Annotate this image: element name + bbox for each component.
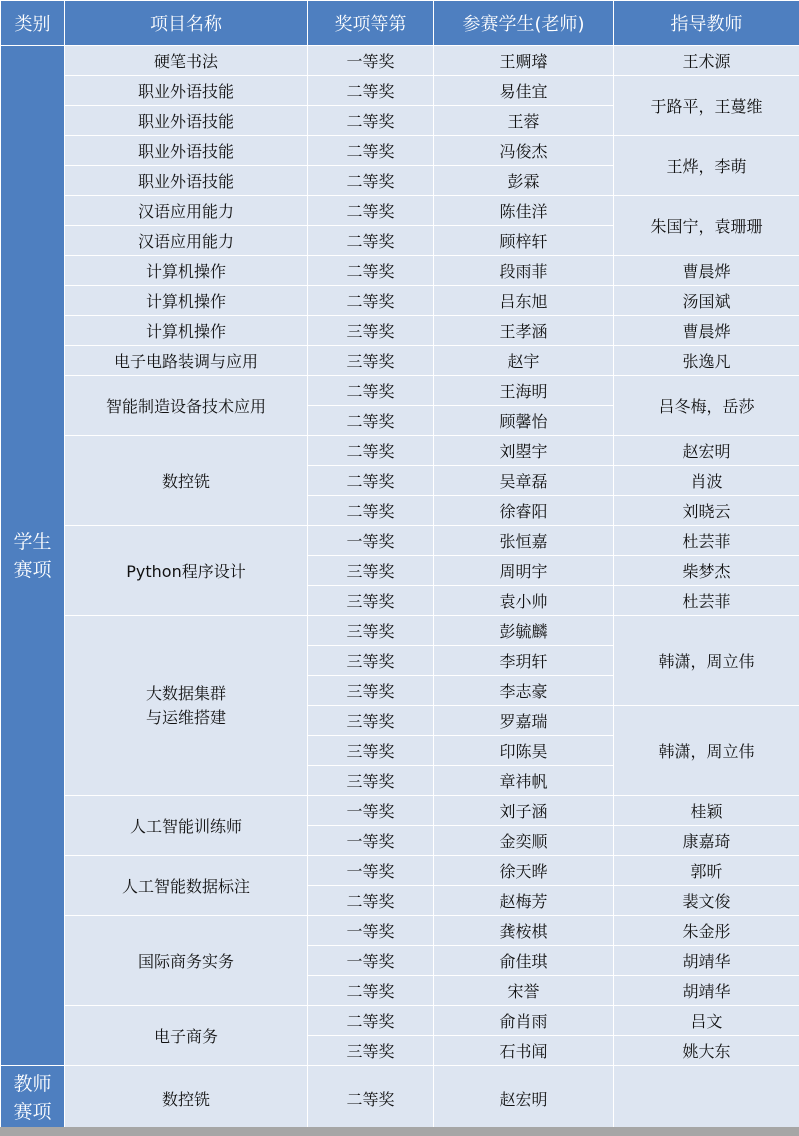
award-cell: 三等奖 [308, 676, 434, 706]
header-award: 奖项等第 [308, 1, 434, 46]
teacher-cell: 郭昕 [614, 856, 799, 886]
teacher-cell: 吕冬梅，岳莎 [614, 376, 799, 436]
student-cell: 王孝涵 [434, 316, 614, 346]
award-cell: 一等奖 [308, 946, 434, 976]
table-row [1, 1066, 799, 1131]
project-cell: 人工智能数据标注 [65, 856, 308, 916]
award-cell: 三等奖 [308, 646, 434, 676]
table-row [1, 316, 799, 346]
student-cell: 王蓉 [434, 106, 614, 136]
project-cell: 大数据集群 与运维搭建 [65, 616, 308, 796]
award-cell: 一等奖 [308, 856, 434, 886]
student-cell: 张恒嘉 [434, 526, 614, 556]
award-cell: 二等奖 [308, 886, 434, 916]
project-cell: 智能制造设备技术应用 [65, 376, 308, 436]
student-cell: 陈佳洋 [434, 196, 614, 226]
student-cell: 俞肖雨 [434, 1006, 614, 1036]
teacher-cell: 裴文俊 [614, 886, 799, 916]
award-cell: 三等奖 [308, 586, 434, 616]
award-cell: 三等奖 [308, 706, 434, 736]
category-student: 学生 赛项 [1, 46, 65, 1066]
student-cell: 龚桉棋 [434, 916, 614, 946]
project-cell: 国际商务实务 [65, 916, 308, 1006]
teacher-cell: 刘晓云 [614, 496, 799, 526]
teacher-cell: 胡靖华 [614, 976, 799, 1006]
table-row [1, 286, 799, 316]
student-cell: 石书闻 [434, 1036, 614, 1066]
award-cell: 一等奖 [308, 46, 434, 76]
table-row [1, 46, 799, 76]
award-cell: 二等奖 [308, 406, 434, 436]
category-teacher: 教师 赛项 [1, 1066, 65, 1131]
student-cell: 顾馨怡 [434, 406, 614, 436]
header-project: 项目名称 [65, 1, 308, 46]
table-row [1, 616, 799, 646]
teacher-cell: 张逸凡 [614, 346, 799, 376]
project-cell: 职业外语技能 [65, 76, 308, 106]
teacher-cell: 朱国宁，袁珊珊 [614, 196, 799, 256]
student-cell: 罗嘉瑞 [434, 706, 614, 736]
teacher-cell: 柴梦杰 [614, 556, 799, 586]
award-cell: 三等奖 [308, 1036, 434, 1066]
student-cell: 彭毓麟 [434, 616, 614, 646]
student-cell: 赵宏明 [434, 1066, 614, 1131]
student-cell: 赵宇 [434, 346, 614, 376]
project-cell: 数控铣 [65, 436, 308, 526]
project-cell: 职业外语技能 [65, 166, 308, 196]
student-cell: 徐睿阳 [434, 496, 614, 526]
student-cell: 刘子涵 [434, 796, 614, 826]
teacher-cell: 杜芸菲 [614, 526, 799, 556]
teacher-cell: 曹晨烨 [614, 316, 799, 346]
teacher-cell: 于路平，王蔓维 [614, 76, 799, 136]
project-cell: 汉语应用能力 [65, 196, 308, 226]
teacher-cell: 肖波 [614, 466, 799, 496]
student-cell: 吴章磊 [434, 466, 614, 496]
award-cell: 二等奖 [308, 106, 434, 136]
project-cell: 人工智能训练师 [65, 796, 308, 856]
table-row [1, 526, 799, 556]
award-cell: 二等奖 [308, 1066, 434, 1131]
award-cell: 二等奖 [308, 496, 434, 526]
table-row [1, 346, 799, 376]
award-cell: 一等奖 [308, 826, 434, 856]
table-row [1, 436, 799, 466]
teacher-cell: 韩潇，周立伟 [614, 706, 799, 796]
award-cell: 二等奖 [308, 76, 434, 106]
award-cell: 二等奖 [308, 226, 434, 256]
student-cell: 赵梅芳 [434, 886, 614, 916]
student-cell: 李志豪 [434, 676, 614, 706]
student-cell: 顾梓轩 [434, 226, 614, 256]
table-row [1, 1006, 799, 1036]
teacher-cell: 赵宏明 [614, 436, 799, 466]
teacher-cell: 汤国斌 [614, 286, 799, 316]
header-row [1, 1, 799, 46]
award-cell: 二等奖 [308, 286, 434, 316]
student-cell: 段雨菲 [434, 256, 614, 286]
award-cell: 二等奖 [308, 256, 434, 286]
project-cell: 计算机操作 [65, 286, 308, 316]
project-cell: Python程序设计 [65, 526, 308, 616]
award-cell: 二等奖 [308, 136, 434, 166]
teacher-cell: 王烨，李萌 [614, 136, 799, 196]
teacher-cell [614, 1066, 799, 1131]
student-cell: 王海明 [434, 376, 614, 406]
student-cell: 徐天晔 [434, 856, 614, 886]
award-cell: 二等奖 [308, 376, 434, 406]
student-cell: 吕东旭 [434, 286, 614, 316]
student-cell: 彭霖 [434, 166, 614, 196]
project-cell: 电子商务 [65, 1006, 308, 1066]
award-cell: 二等奖 [308, 196, 434, 226]
table-row [1, 256, 799, 286]
student-cell: 李玥轩 [434, 646, 614, 676]
award-cell: 三等奖 [308, 346, 434, 376]
teacher-cell: 姚大东 [614, 1036, 799, 1066]
award-cell: 二等奖 [308, 436, 434, 466]
header-category: 类别 [1, 1, 65, 46]
project-cell: 计算机操作 [65, 256, 308, 286]
project-cell: 硬笔书法 [65, 46, 308, 76]
teacher-cell: 吕文 [614, 1006, 799, 1036]
student-cell: 冯俊杰 [434, 136, 614, 166]
teacher-cell: 胡靖华 [614, 946, 799, 976]
teacher-cell: 朱金彤 [614, 916, 799, 946]
student-cell: 俞佳琪 [434, 946, 614, 976]
table-row [1, 136, 799, 166]
table-row [1, 856, 799, 886]
student-cell: 章祎帆 [434, 766, 614, 796]
award-cell: 一等奖 [308, 916, 434, 946]
award-cell: 三等奖 [308, 766, 434, 796]
student-cell: 袁小帅 [434, 586, 614, 616]
student-cell: 周明宇 [434, 556, 614, 586]
student-cell: 金奕顺 [434, 826, 614, 856]
award-cell: 一等奖 [308, 526, 434, 556]
award-cell: 二等奖 [308, 1006, 434, 1036]
bottom-border-bar [0, 1127, 799, 1136]
award-cell: 三等奖 [308, 316, 434, 346]
award-cell: 一等奖 [308, 796, 434, 826]
award-cell: 二等奖 [308, 166, 434, 196]
student-cell: 易佳宜 [434, 76, 614, 106]
header-teacher: 指导教师 [614, 1, 799, 46]
project-cell: 计算机操作 [65, 316, 308, 346]
project-cell: 职业外语技能 [65, 136, 308, 166]
student-cell: 宋誉 [434, 976, 614, 1006]
award-cell: 三等奖 [308, 616, 434, 646]
table-row [1, 796, 799, 826]
teacher-cell: 康嘉琦 [614, 826, 799, 856]
table-row [1, 916, 799, 946]
award-cell: 二等奖 [308, 976, 434, 1006]
teacher-cell: 王术源 [614, 46, 799, 76]
teacher-cell: 杜芸菲 [614, 586, 799, 616]
project-cell: 职业外语技能 [65, 106, 308, 136]
teacher-cell: 曹晨烨 [614, 256, 799, 286]
project-cell: 汉语应用能力 [65, 226, 308, 256]
award-cell: 二等奖 [308, 466, 434, 496]
table-row [1, 76, 799, 106]
award-cell: 三等奖 [308, 736, 434, 766]
header-student: 参赛学生(老师) [434, 1, 614, 46]
teacher-cell: 韩潇，周立伟 [614, 616, 799, 706]
table-row [1, 196, 799, 226]
student-cell: 印陈昊 [434, 736, 614, 766]
project-cell: 数控铣 [65, 1066, 308, 1131]
student-cell: 王赒璿 [434, 46, 614, 76]
table-row [1, 376, 799, 406]
student-cell: 刘曌宇 [434, 436, 614, 466]
teacher-cell: 桂颖 [614, 796, 799, 826]
project-cell: 电子电路装调与应用 [65, 346, 308, 376]
award-cell: 三等奖 [308, 556, 434, 586]
